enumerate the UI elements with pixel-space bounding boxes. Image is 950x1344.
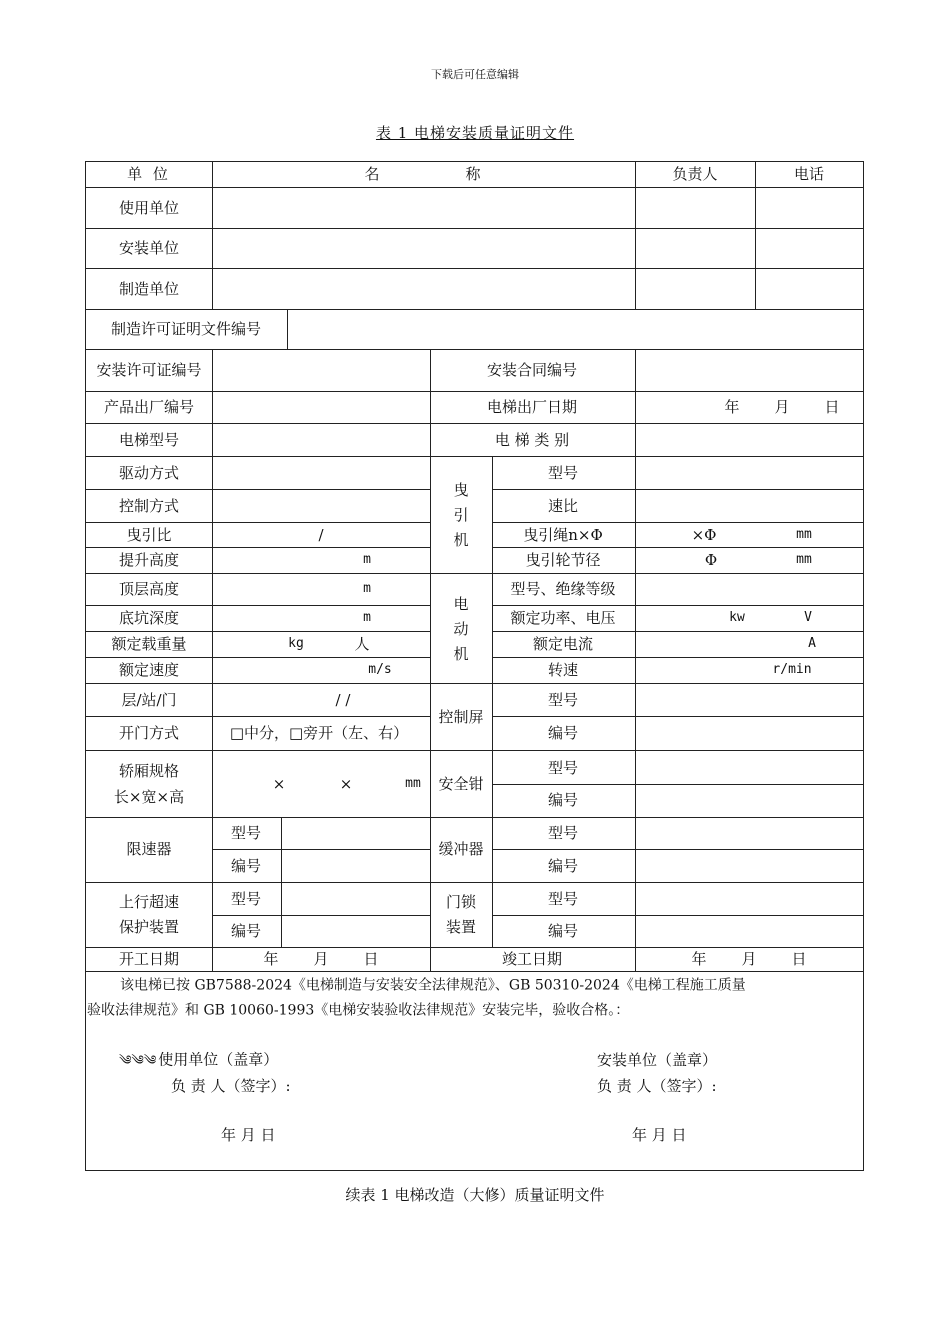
unit-kg: kg (288, 635, 304, 651)
group-motor-2: 动 (453, 619, 469, 638)
label-floors: 层/站/门 (121, 690, 177, 709)
label-car-spec-b: 长×宽×高 (113, 787, 185, 806)
group-door-lock-a: 门锁 (445, 892, 477, 911)
motor-rpm: 转速 (547, 660, 579, 679)
traction-rope: 曳引绳n×Φ (523, 525, 603, 544)
user-sign-date: 年 月 日 (221, 1125, 276, 1144)
panel-number: 编号 (547, 723, 579, 742)
unit-rmin: r/min (772, 661, 812, 677)
unit-m-2: m (363, 580, 371, 596)
floors-value: / / (335, 690, 351, 709)
start-day: 日 (363, 949, 379, 968)
group-motor-1: 电 (453, 594, 469, 613)
user-seal-label: 使用单位（盖章） (158, 1050, 279, 1069)
unit-person: 人 (354, 634, 370, 653)
label-pit-depth: 底坑深度 (118, 608, 180, 627)
factory-year: 年 (724, 397, 740, 416)
door-lock-number: 编号 (547, 921, 579, 940)
unit-m-1: m (363, 551, 371, 567)
finish-day: 日 (791, 949, 807, 968)
install-sign-date: 年 月 日 (632, 1125, 687, 1144)
factory-month: 月 (774, 397, 790, 416)
user-signer-label: 负 责 人（签字）: (171, 1076, 291, 1095)
label-ucm-b: 保护装置 (118, 917, 180, 936)
door-type-options: □中分，□旁开（左、右） (229, 723, 409, 742)
unit-m-3: m (363, 609, 371, 625)
label-category: 电 梯 类 别 (494, 430, 570, 449)
group-traction-2: 引 (453, 505, 469, 524)
user-seal-line (119, 1051, 278, 1068)
panel-model: 型号 (547, 690, 579, 709)
label-factory-date: 电梯出厂日期 (486, 397, 578, 416)
group-buffer: 缓冲器 (438, 839, 484, 858)
label-finish-date: 竣工日期 (501, 949, 563, 968)
label-ucm-a: 上行超速 (118, 892, 180, 911)
label-product-no: 产品出厂编号 (103, 397, 195, 416)
label-user-unit: 使用单位 (118, 198, 180, 217)
header-phone: 电话 (793, 164, 825, 183)
motor-power: 额定功率、电压 (510, 608, 616, 627)
ratio-value: / (318, 525, 324, 544)
label-drive: 驱动方式 (118, 463, 180, 482)
header-note: 下载后可任意编辑 (431, 68, 519, 81)
label-rated-load: 额定载重量 (111, 634, 187, 653)
governor-number: 编号 (230, 856, 262, 875)
sheave-unit: mm (796, 551, 812, 567)
label-car-spec-a: 轿厢规格 (118, 761, 180, 780)
ucm-model: 型号 (230, 889, 262, 908)
start-month: 月 (313, 949, 329, 968)
label-maker-unit: 制造单位 (118, 279, 180, 298)
group-door-lock-b: 装置 (445, 917, 477, 936)
group-motor-3: 机 (453, 644, 469, 663)
statement-line-2: 验收法律规范》和 GB 10060-1993《电梯安装验收法律规范》安装完毕，验收合格。： (87, 1002, 630, 1019)
start-year: 年 (263, 949, 279, 968)
factory-day: 日 (824, 397, 840, 416)
sheave-value: Φ (704, 550, 718, 569)
label-governor: 限速器 (126, 839, 172, 858)
statement-line-1: 该电梯已按 GB7588-2024《电梯制造与安装安全法律规范》、GB 50310-2024《电梯工程施工质量 (120, 977, 746, 994)
header-unit: 单 位 (127, 164, 171, 183)
label-install-permit: 安装许可证编号 (96, 360, 202, 379)
label-lift-height: 提升高度 (118, 550, 180, 569)
governor-model: 型号 (230, 823, 262, 842)
group-traction-1: 曳 (453, 480, 469, 499)
label-door-type: 开门方式 (118, 723, 180, 742)
traction-speed-ratio: 速比 (547, 496, 579, 515)
safety-gear-model: 型号 (547, 758, 579, 777)
continued-title: 续表 1 电梯改造（大修）质量证明文件 (345, 1186, 605, 1204)
install-seal-label: 安装单位（盖章） (597, 1050, 718, 1069)
label-control: 控制方式 (118, 496, 180, 515)
finish-month: 月 (741, 949, 757, 968)
group-traction-3: 机 (453, 530, 469, 549)
car-spec-x2: × (339, 774, 353, 793)
unit-v: V (804, 609, 812, 625)
motor-current: 额定电流 (532, 634, 594, 653)
buffer-model: 型号 (547, 823, 579, 842)
traction-sheave: 曳引轮节径 (525, 550, 601, 569)
unit-ms: m/s (368, 661, 392, 677)
door-lock-model: 型号 (547, 889, 579, 908)
install-signer-label: 负 责 人（签字）: (597, 1076, 717, 1095)
rope-unit: mm (796, 526, 812, 542)
header-person: 负责人 (672, 164, 718, 183)
label-top-height: 顶层高度 (118, 579, 180, 598)
label-installer-unit: 安装单位 (118, 238, 180, 257)
traction-model: 型号 (547, 463, 579, 482)
rope-value: ×Φ (691, 525, 717, 544)
motor-insulation: 型号、绝缘等级 (510, 579, 616, 598)
document-title: 表 1 电梯安装质量证明文件 (375, 124, 575, 142)
buffer-number: 编号 (547, 856, 579, 875)
label-rated-speed: 额定速度 (118, 660, 180, 679)
label-model: 电梯型号 (118, 430, 180, 449)
unit-kw: kw (729, 609, 745, 625)
car-spec-unit: mm (405, 775, 421, 791)
header-name-b: 称 (465, 164, 481, 183)
label-ratio: 曳引比 (126, 525, 172, 544)
header-name-a: 名 (364, 164, 380, 183)
label-start-date: 开工日期 (118, 949, 180, 968)
ucm-number: 编号 (230, 921, 262, 940)
stamp-glyph-icon: ༄༄༄ (119, 1053, 157, 1069)
group-control-panel: 控制屏 (438, 707, 484, 726)
group-safety-gear: 安全钳 (438, 774, 484, 793)
safety-gear-number: 编号 (547, 790, 579, 809)
unit-a: A (808, 635, 816, 651)
label-license-no: 制造许可证明文件编号 (110, 319, 262, 338)
car-spec-x1: × (272, 774, 286, 793)
label-install-contract: 安装合同编号 (486, 360, 578, 379)
finish-year: 年 (691, 949, 707, 968)
